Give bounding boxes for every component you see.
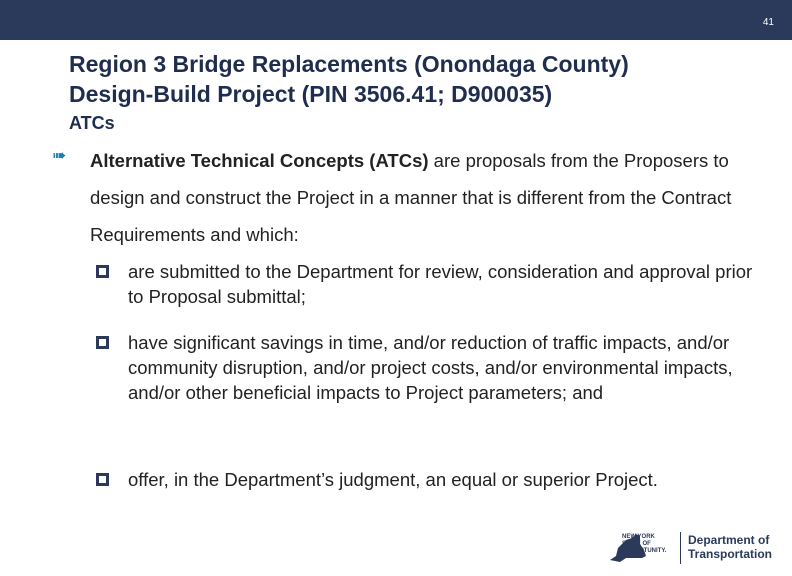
slide-subtitle: ATCs: [69, 113, 115, 133]
arrow-bullet-icon: ➠: [52, 146, 67, 165]
bullet-text: are submitted to the Department for review, consideration and approval prior to Proposal submittal;: [128, 261, 753, 307]
title-line-2: Design-Build Project (PIN 3506.41; D900035): [69, 81, 553, 107]
intro-bold-term: Alternative Technical Concepts (ATCs): [90, 150, 429, 171]
bullet-text: offer, in the Department’s judgment, an equal or superior Project.: [128, 469, 658, 490]
header-bar: [0, 0, 792, 40]
nysdot-logo: [606, 530, 786, 566]
logo-state-text: NEW YORK STATE OF OPPORTUNITY.: [622, 534, 667, 554]
logo-dept-text: Department of Transportation: [688, 533, 773, 561]
bullet-text: have significant savings in time, and/or reduction of traffic impacts, and/or community disruption, and/or project costs, and/or environmental impacts, and/or other beneficial impacts to Project parameters; and: [128, 332, 733, 403]
checkbox-bullet-icon: [96, 473, 109, 486]
logo-divider: [680, 532, 681, 564]
checkbox-bullet-icon: [96, 265, 109, 278]
intro-paragraph: [90, 142, 750, 253]
slide-title: [69, 49, 779, 109]
intro-text: are proposals from the Proposers to design and construct the Project in a manner that is different from the Contract Requirements and which:: [90, 150, 732, 245]
checkbox-bullet-icon: [96, 336, 109, 349]
title-line-1: Region 3 Bridge Replacements (Onondaga County): [69, 51, 629, 77]
page-number: 41: [762, 17, 774, 28]
